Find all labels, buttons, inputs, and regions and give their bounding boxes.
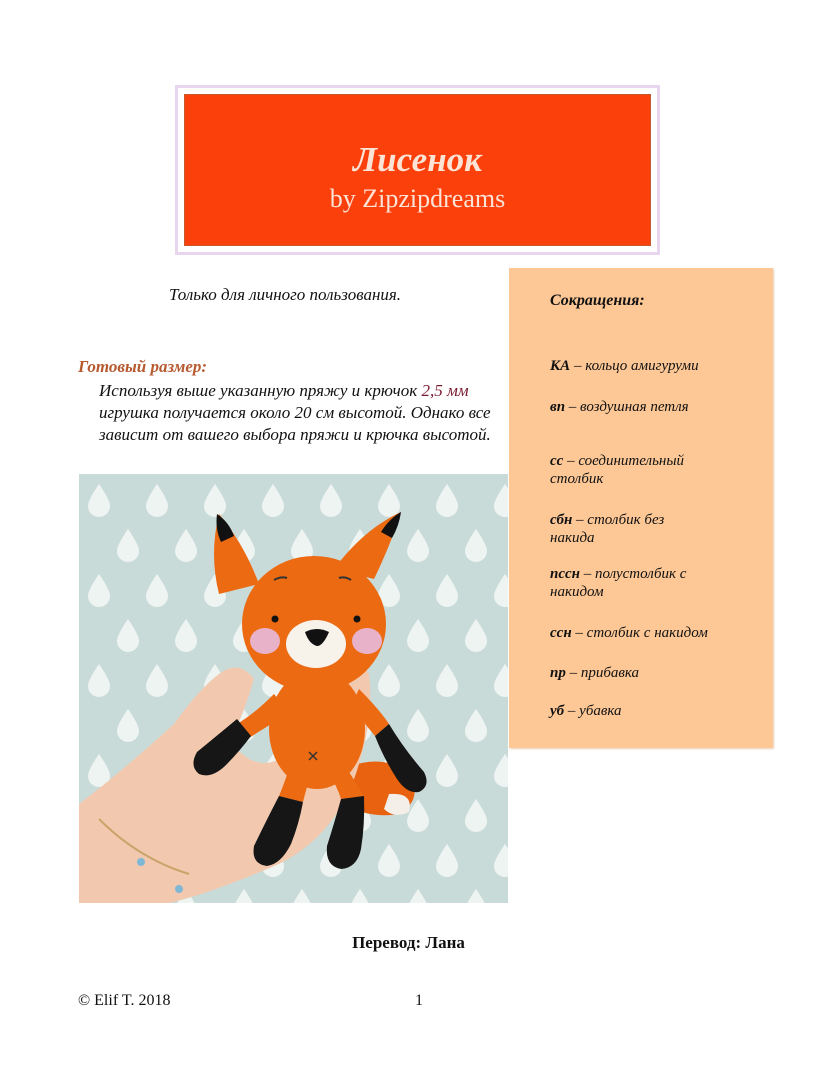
finished-size-heading: Готовый размер: xyxy=(78,357,208,376)
personal-use-note: Только для личного пользования. xyxy=(168,285,402,304)
document-author: by Zipzipdreams xyxy=(329,184,506,213)
abbreviation-desc: – прибавка xyxy=(565,665,640,681)
abbreviation-term: вп xyxy=(550,399,566,415)
abbreviation-item xyxy=(550,452,730,488)
abbreviation-term: ссн xyxy=(550,625,572,641)
translator-text: Перевод: Лана xyxy=(352,933,465,952)
size-text-part1: Используя выше указанную пряжу и крючок xyxy=(99,381,422,400)
abbreviations-title: Сокращения: xyxy=(550,292,645,309)
abbreviation-desc: – столбик без накида xyxy=(550,512,665,546)
abbreviation-desc: – воздушная петля xyxy=(565,399,689,415)
translator-credit xyxy=(0,933,835,953)
abbreviation-term: пр xyxy=(550,665,566,681)
abbreviation-desc: – кольцо амигуруми xyxy=(570,358,699,374)
size-text-part2: игрушка получается около 20 см высотой. Однако все зависит от вашего выбора пряжи и крючка высотой. xyxy=(99,403,491,444)
abbreviation-term: уб xyxy=(550,703,565,719)
title-banner-fill xyxy=(184,94,651,246)
finished-size-text xyxy=(99,380,509,446)
copyright: © Elif T. 2018 xyxy=(78,992,171,1009)
abbreviation-desc: – соединительный столбик xyxy=(550,453,685,487)
abbreviation-desc: – полустолбик с накидом xyxy=(550,566,687,600)
fox-photo xyxy=(79,474,508,903)
abbreviation-desc: – столбик с накидом xyxy=(571,625,708,641)
abbreviation-term: КА xyxy=(550,358,571,374)
abbreviation-term: пссн xyxy=(550,566,580,582)
abbreviation-item xyxy=(550,511,700,547)
abbreviation-item xyxy=(550,398,710,416)
document-title: Лисенок xyxy=(353,140,482,179)
abbreviations-box xyxy=(509,268,773,748)
title-banner xyxy=(175,85,660,255)
abbreviation-term: сс xyxy=(550,453,564,469)
crochet-fox-photo-icon xyxy=(79,474,508,903)
abbreviation-desc: – убавка xyxy=(564,703,622,719)
abbreviation-item xyxy=(550,664,760,682)
abbreviation-item xyxy=(550,357,760,375)
abbreviation-term: сбн xyxy=(550,512,573,528)
page-number: 1 xyxy=(415,992,423,1009)
abbreviation-item xyxy=(550,565,720,601)
abbreviation-item xyxy=(550,702,760,720)
abbreviation-item xyxy=(550,624,765,642)
hook-size: 2,5 мм xyxy=(421,381,469,400)
